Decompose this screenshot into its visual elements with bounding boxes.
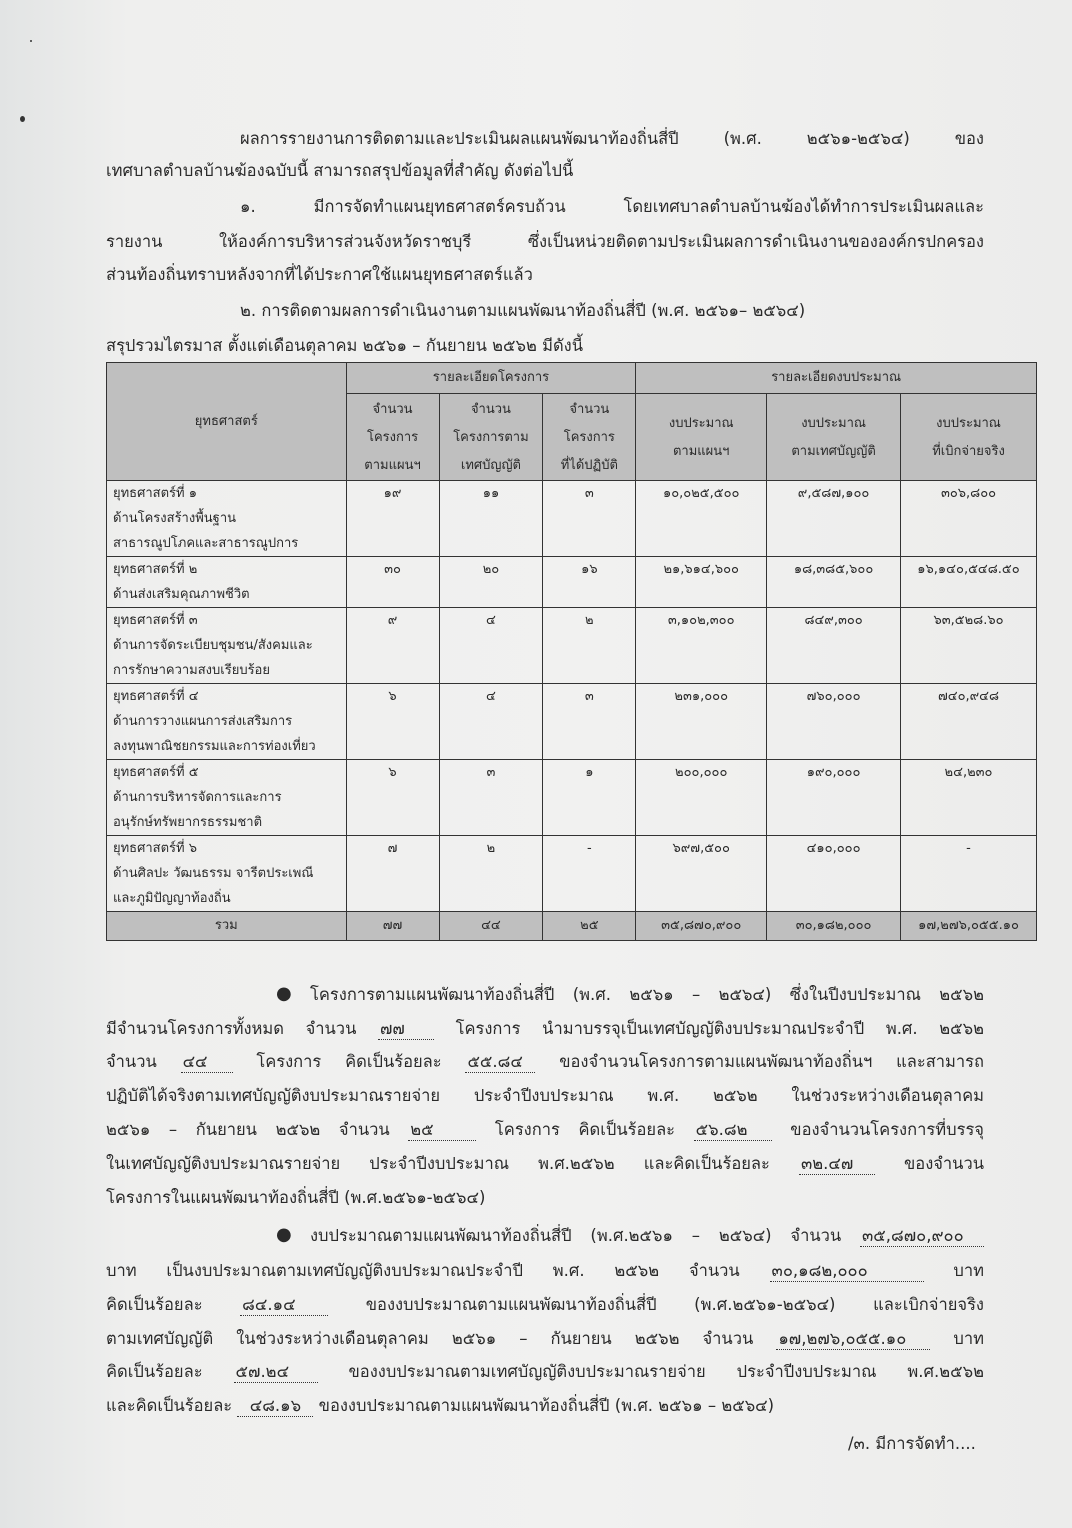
table-row-strategy-2	[107, 557, 1037, 608]
strategy-name: ยุทธศาสตร์ที่ ๑ ด้านโครงสร้างพื้นฐาน สาธารณูปโภคและสาธารณูปการ	[107, 481, 347, 557]
bullet-icon: ●	[276, 983, 292, 1004]
bullet1-line-f: ในเทศบัญญัติงบประมาณรายจ่าย ประจำปีงบประมาณ พ.ศ.๒๕๖๒ และคิดเป็นร้อยละ ๓๒.๔๗ ของจำนวน	[106, 1154, 985, 1173]
strategy-name: ยุทธศาสตร์ที่ ๒ ด้านส่งเสริมคุณภาพชีวิต	[107, 557, 347, 608]
cell-done-count: ๓	[543, 481, 636, 557]
subheader-done-count: จำนวน โครงการ ที่ได้ปฏิบัติ	[543, 394, 636, 481]
bullet2-line-b: บาท เป็นงบประมาณตามเทศบัญญัติงบประมาณประจำปี พ.ศ. ๒๕๖๒ จำนวน ๓๐,๑๘๒,๐๐๐ บาท	[106, 1261, 984, 1280]
fill-value: ๕๖.๘๒	[694, 1120, 772, 1141]
cell-decree-count: ๒๐	[439, 557, 543, 608]
cell-decree-count: ๒	[439, 836, 543, 912]
strategy-name: ยุทธศาสตร์ที่ ๖ ด้านศิลปะ วัฒนธรรม จารีตประเพณี และภูมิปัญญาท้องถิ่น	[107, 836, 347, 912]
fill-value: ๗๗	[378, 1019, 434, 1040]
fill-value: ๒๕	[408, 1120, 476, 1141]
cell-budget-plan: ๑๐,๐๒๕,๕๐๐	[636, 481, 767, 557]
subheader-budget-spent: งบประมาณ ที่เบิกจ่ายจริง	[901, 394, 1037, 481]
cell-done-count: ๑๖	[543, 557, 636, 608]
table-row-strategy-5	[107, 760, 1037, 836]
subheader-budget-plan: งบประมาณ ตามแผนฯ	[636, 394, 767, 481]
cell-decree-count: ๑๑	[439, 481, 543, 557]
bullet1-line-b: มีจำนวนโครงการทั้งหมด จำนวน ๗๗ โครงการ นำมาบรรจุเป็นเทศบัญญัติงบประมาณประจำปี พ.ศ. ๒๕๖๒	[106, 1019, 984, 1038]
strategy-name: ยุทธศาสตร์ที่ ๕ ด้านการบริหารจัดการและการ อนุรักษ์ทรัพยากรธรรมชาติ	[107, 760, 347, 836]
total-done-count: ๒๕	[543, 912, 636, 941]
cell-budget-plan: ๒๑,๖๑๔,๖๐๐	[636, 557, 767, 608]
continuation-note: /๓. มีการจัดทำ....	[848, 1434, 976, 1453]
item2-line-1: ๒. การติดตามผลการดำเนินงานตามแผนพัฒนาท้องถิ่นสี่ปี (พ.ศ. ๒๕๖๑– ๒๕๖๔)	[240, 301, 806, 320]
cell-plan-count: ๖	[346, 760, 439, 836]
cell-plan-count: ๓๐	[346, 557, 439, 608]
bullet2-line-c: คิดเป็นร้อยละ ๘๔.๑๔ ของงบประมาณตามแผนพัฒนาท้องถิ่นสี่ปี (พ.ศ.๒๕๖๑-๒๕๖๔) และเบิกจ่ายจริง	[106, 1295, 984, 1314]
bullet1-line-c: จำนวน ๔๔ โครงการ คิดเป็นร้อยละ ๕๕.๘๔ ของจำนวนโครงการตามแผนพัฒนาท้องถิ่นฯ และสามารถ	[106, 1052, 985, 1071]
total-budget-plan: ๓๕,๘๗๐,๙๐๐	[636, 912, 767, 941]
cell-budget-spent: ๑๖,๑๔๐,๕๔๘.๕๐	[901, 557, 1037, 608]
scan-speck	[30, 40, 32, 42]
table-row-strategy-1	[107, 481, 1037, 557]
cell-plan-count: ๑๙	[346, 481, 439, 557]
cell-budget-decree: ๙,๕๘๗,๑๐๐	[767, 481, 901, 557]
cell-budget-plan: ๒๓๑,๐๐๐	[636, 684, 767, 760]
cell-budget-plan: ๓,๑๐๒,๓๐๐	[636, 608, 767, 684]
cell-done-count: -	[543, 836, 636, 912]
total-budget-spent: ๑๗,๒๗๖,๐๕๕.๑๐	[901, 912, 1037, 941]
cell-done-count: ๒	[543, 608, 636, 684]
cell-budget-decree: ๑๙๐,๐๐๐	[767, 760, 901, 836]
table-row-total	[107, 912, 1037, 941]
item1-line-3: ส่วนท้องถิ่นทราบหลังจากที่ได้ประกาศใช้แผนยุทธศาสตร์แล้ว	[106, 265, 533, 284]
item2-line-2: สรุปรวมไตรมาส ตั้งแต่เดือนตุลาคม ๒๕๖๑ – กันยายน ๒๕๖๒ มีดังนี้	[106, 336, 583, 355]
subheader-decree-count: จำนวน โครงการตาม เทศบัญญัติ	[439, 394, 543, 481]
strategy-name: ยุทธศาสตร์ที่ ๓ ด้านการจัดระเบียบชุมชน/สังคมและ การรักษาความสงบเรียบร้อย	[107, 608, 347, 684]
bullet2-line-f: และคิดเป็นร้อยละ ๔๘.๑๖ ของงบประมาณตามแผนพัฒนาท้องถิ่นสี่ปี (พ.ศ. ๒๕๖๑ – ๒๕๖๔)	[106, 1396, 775, 1415]
cell-budget-plan: ๖๙๗,๕๐๐	[636, 836, 767, 912]
fill-value: ๔๔	[181, 1052, 233, 1073]
header-strategy: ยุทธศาสตร์	[107, 363, 347, 481]
cell-budget-plan: ๒๐๐,๐๐๐	[636, 760, 767, 836]
bullet1-line-d: ปฏิบัติได้จริงตามเทศบัญญัติงบประมาณรายจ่าย ประจำปีงบประมาณ พ.ศ. ๒๕๖๒ ในช่วงระหว่างเดือนตุลาคม	[106, 1086, 984, 1105]
fill-value: ๑๗,๒๗๖,๐๕๕.๑๐	[776, 1329, 930, 1350]
bullet2-line-a: งบประมาณตามแผนพัฒนาท้องถิ่นสี่ปี (พ.ศ.๒๕๖๑ – ๒๕๖๔) จำนวน ๓๕,๘๗๐,๙๐๐	[310, 1226, 984, 1247]
table-row-strategy-4	[107, 684, 1037, 760]
cell-decree-count: ๓	[439, 760, 543, 836]
cell-decree-count: ๔	[439, 684, 543, 760]
cell-budget-spent: ๒๔,๒๓๐	[901, 760, 1037, 836]
total-label: รวม	[107, 912, 347, 941]
bullet2-line-e: คิดเป็นร้อยละ ๕๗.๒๔ ของงบประมาณตามเทศบัญญัติงบประมาณรายจ่าย ประจำปีงบประมาณ พ.ศ.๒๕๖๒	[106, 1362, 984, 1381]
fill-value: ๘๔.๑๔	[240, 1295, 328, 1316]
fill-value: ๕๕.๘๔	[465, 1052, 535, 1073]
intro-line-1: ผลการรายงานการติดตามและประเมินผลแผนพัฒนาท้องถิ่นสี่ปี (พ.ศ. ๒๕๖๑-๒๕๖๔) ของ	[240, 129, 984, 148]
header-budget-details: รายละเอียดงบประมาณ	[636, 363, 1037, 394]
cell-done-count: ๓	[543, 684, 636, 760]
cell-budget-spent: ๖๓,๕๒๘.๖๐	[901, 608, 1037, 684]
bullet1-line-a: โครงการตามแผนพัฒนาท้องถิ่นสี่ปี (พ.ศ. ๒๕๖๑ – ๒๕๖๔) ซึ่งในปีงบประมาณ ๒๕๖๒	[310, 985, 984, 1004]
total-budget-decree: ๓๐,๑๘๒,๐๐๐	[767, 912, 901, 941]
cell-plan-count: ๖	[346, 684, 439, 760]
total-decree-count: ๔๔	[439, 912, 543, 941]
subheader-budget-decree: งบประมาณ ตามเทศบัญญัติ	[767, 394, 901, 481]
fill-value: ๓๒.๔๗	[799, 1154, 875, 1175]
fill-value: ๔๘.๑๖	[237, 1396, 313, 1417]
cell-budget-decree: ๔๑๐,๐๐๐	[767, 836, 901, 912]
cell-done-count: ๑	[543, 760, 636, 836]
intro-line-2: เทศบาลตำบลบ้านฆ้องฉบับนี้ สามารถสรุปข้อมูลที่สำคัญ ดังต่อไปนี้	[106, 161, 574, 180]
cell-budget-spent: ๓๐๖,๘๐๐	[901, 481, 1037, 557]
bullet-icon: ●	[276, 1224, 292, 1245]
fill-value: ๓๐,๑๘๒,๐๐๐	[770, 1261, 924, 1282]
cell-budget-decree: ๘๔๙,๓๐๐	[767, 608, 901, 684]
fill-value: ๕๗.๒๔	[234, 1362, 318, 1383]
item1-line-1: ๑. มีการจัดทำแผนยุทธศาสตร์ครบถ้วน โดยเทศบาลตำบลบ้านฆ้องได้ทำการประเมินผลและ	[240, 197, 984, 216]
header-project-details: รายละเอียดโครงการ	[346, 363, 636, 394]
cell-decree-count: ๔	[439, 608, 543, 684]
cell-budget-spent: ๗๔๐,๙๔๘	[901, 684, 1037, 760]
table-row-strategy-3	[107, 608, 1037, 684]
table-row-strategy-6	[107, 836, 1037, 912]
subheader-plan-count: จำนวน โครงการ ตามแผนฯ	[346, 394, 439, 481]
cell-budget-decree: ๗๖๐,๐๐๐	[767, 684, 901, 760]
bullet2-line-d: ตามเทศบัญญัติ ในช่วงระหว่างเดือนตุลาคม ๒๕๖๑ – กันยายน ๒๕๖๒ จำนวน ๑๗,๒๗๖,๐๕๕.๑๐ บาท	[106, 1329, 985, 1348]
total-plan-count: ๗๗	[346, 912, 439, 941]
fill-value: ๓๕,๘๗๐,๙๐๐	[860, 1226, 984, 1247]
bullet1-line-g: โครงการในแผนพัฒนาท้องถิ่นสี่ปี (พ.ศ.๒๕๖๑-๒๕๖๔)	[106, 1188, 486, 1207]
cell-plan-count: ๙	[346, 608, 439, 684]
cell-budget-spent: -	[901, 836, 1037, 912]
cell-budget-decree: ๑๘,๓๘๕,๖๐๐	[767, 557, 901, 608]
cell-plan-count: ๗	[346, 836, 439, 912]
strategy-name: ยุทธศาสตร์ที่ ๔ ด้านการวางแผนการส่งเสริมการ ลงทุนพาณิชยกรรมและการท่องเที่ยว	[107, 684, 347, 760]
bullet1-line-e: ๒๕๖๑ – กันยายน ๒๕๖๒ จำนวน ๒๕ โครงการ คิดเป็นร้อยละ ๕๖.๘๒ ของจำนวนโครงการที่บรรจุ	[106, 1120, 984, 1139]
strategy-summary-table	[106, 362, 1037, 941]
scan-speck	[20, 116, 25, 122]
item1-line-2: รายงาน ให้องค์การบริหารส่วนจังหวัดราชบุรี ซึ่งเป็นหน่วยติดตามประเมินผลการดำเนินงานขององค์กรปกครอง	[106, 232, 984, 251]
